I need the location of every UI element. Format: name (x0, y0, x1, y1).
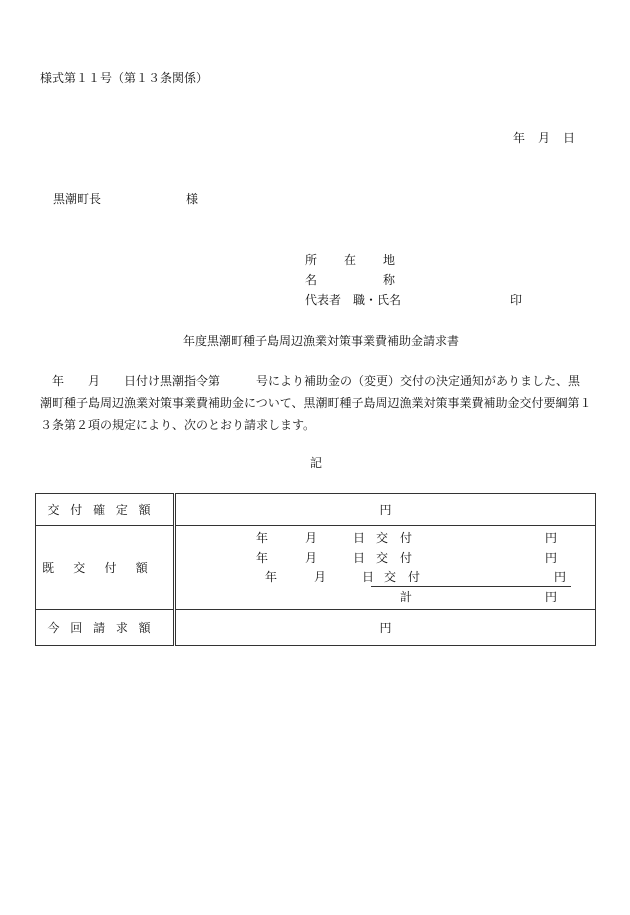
current-request-label: 今回請求額 (47, 621, 162, 635)
entry1-day: 日 (353, 531, 366, 545)
body-line-1: 年 月 日付け黒潮指令第 号により補助金の（変更）交付の決定通知がありました、黒 (40, 374, 581, 388)
confirmed-amount-cell (175, 494, 596, 526)
entry1-unit: 円 (545, 531, 558, 545)
entry1-text: 交 付 (376, 531, 413, 545)
address-label-2: 在 (344, 253, 357, 267)
addressee-honorific: 様 (186, 192, 199, 206)
current-request-unit: 円 (379, 621, 392, 635)
total-label: 計 (400, 590, 413, 604)
entry3-text: 交 付 (384, 570, 421, 584)
body-line-3: ３条第２項の規定により、次のとおり請求します。 (40, 418, 316, 432)
representative-label: 代表者 職・氏名 (305, 293, 402, 307)
name-label-2: 称 (383, 273, 396, 287)
confirmed-amount-unit: 円 (379, 503, 392, 517)
entry2-unit: 円 (545, 551, 558, 565)
entry2-day: 日 (353, 551, 366, 565)
form-number: 様式第１１号（第１３条関係） (40, 71, 209, 85)
entry2-month: 月 (305, 551, 318, 565)
subtotal-rule (371, 586, 571, 587)
entry1-month: 月 (305, 531, 318, 545)
ki-heading: 記 (310, 456, 323, 470)
address-label-3: 地 (383, 253, 396, 267)
confirmed-amount-label: 交付確定額 (47, 503, 162, 517)
already-paid-label-cell (36, 526, 175, 610)
entry2-text: 交 付 (376, 551, 413, 565)
entry2-year: 年 (256, 551, 269, 565)
addressee-name: 黒潮町長 (53, 192, 102, 206)
name-label-1: 名 (305, 273, 318, 287)
confirmed-amount-label-cell (36, 494, 175, 526)
table-row-already-paid (36, 526, 596, 610)
document-title: 年度黒潮町種子島周辺漁業対策事業費補助金請求書 (183, 334, 460, 348)
already-paid-label: 既交付額 (42, 561, 167, 575)
entry1-year: 年 (256, 531, 269, 545)
body-line-2: 潮町種子島周辺漁業対策事業費補助金について、黒潮町種子島周辺漁業対策事業費補助金交付要綱第１ (40, 396, 592, 410)
table-row-confirmed (36, 494, 596, 526)
already-paid-entries (176, 526, 595, 609)
date-year: 年 (513, 131, 526, 145)
entry3-year: 年 (265, 570, 278, 584)
body-paragraph (40, 370, 595, 436)
entry3-month: 月 (314, 570, 327, 584)
already-paid-cell (175, 526, 596, 610)
seal-mark: 印 (510, 293, 523, 307)
total-unit: 円 (545, 590, 558, 604)
address-label-1: 所 (305, 253, 318, 267)
date-month: 月 (538, 131, 551, 145)
entry3-unit: 円 (554, 570, 567, 584)
current-request-cell (175, 610, 596, 646)
table-row-current-request (36, 610, 596, 646)
current-request-label-cell (36, 610, 175, 646)
entry3-day: 日 (362, 570, 375, 584)
amount-table (35, 493, 596, 646)
date-day: 日 (563, 131, 576, 145)
